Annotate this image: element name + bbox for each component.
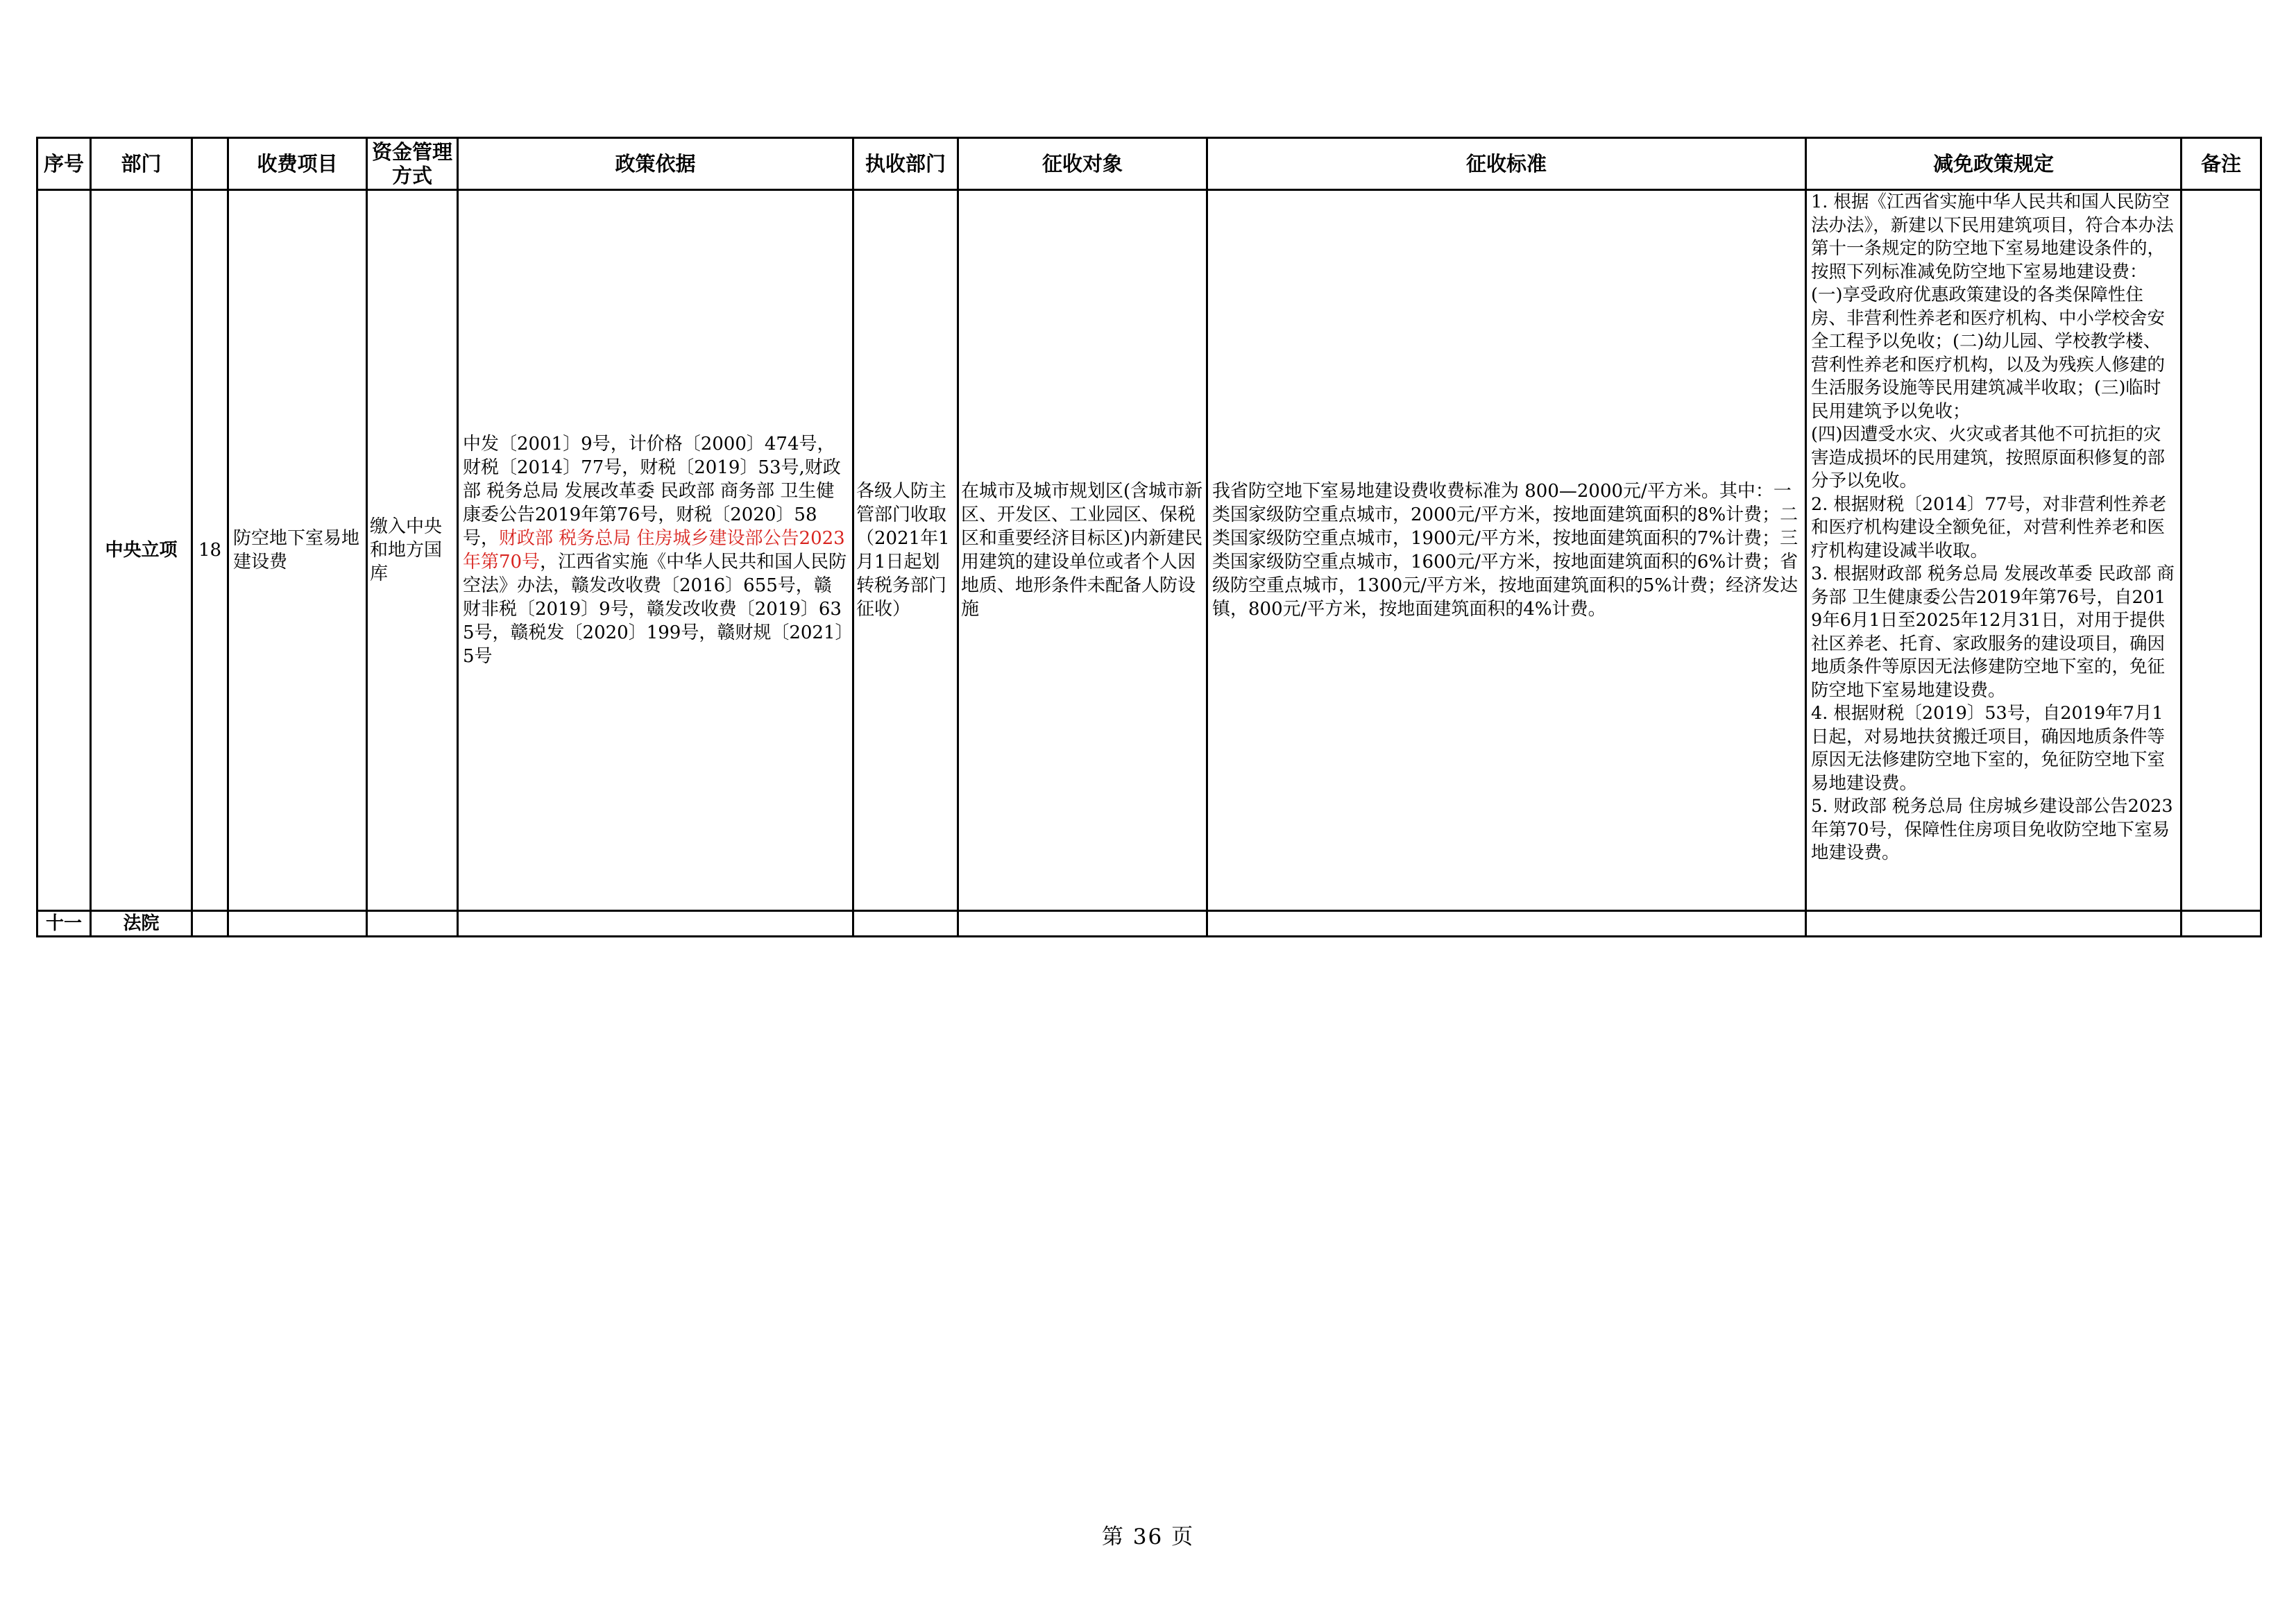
cell-num: 18 bbox=[192, 190, 228, 911]
relief-paragraph: 2. 根据财税〔2014〕77号，对非营利性养老和医疗机构建设全额免征，对营利性养老和医疗机构建设减半收取。 bbox=[1811, 493, 2167, 561]
cell-standard: 我省防空地下室易地建设费收费标准为 800—2000元/平方米。其中：一类国家级防空重点城市，2000元/平方米，按地面建筑面积的8%计费；二类国家级防空重点城市，1900元/平方米，按地面建筑面积的7%计费；三类国家级防空重点城市，1600元/平方米，按地面建筑面积的6%计费；省级防空重点城市，1300元/平方米，按地面建筑面积的5%计费；经济发达镇，800元/平方米，按地面建筑面积的4%计费。 bbox=[1207, 190, 1806, 911]
header-enforcer: 执收部门 bbox=[853, 138, 958, 190]
section-cell-empty bbox=[1207, 911, 1806, 937]
header-row bbox=[37, 138, 2261, 190]
cell-remark bbox=[2182, 190, 2261, 911]
section-seq: 十一 bbox=[37, 911, 91, 937]
relief-paragraph: 1. 根据《江西省实施中华人民共和国人民防空法办法》，新建以下民用建筑项目，符合本办法第十一条规定的防空地下室易地建设条件的，按照下列标准减免防空地下室易地建设费：(一)享受政府优惠政策建设的各类保障性住房、非营利性养老和医疗机构、中小学校舍安全工程予以免收；(二)幼儿园、学校教学楼、营利性养老和医疗机构，以及为残疾人修建的生活服务设施等民用建筑减半收取；(三)临时民用建筑予以免收； bbox=[1811, 192, 2174, 422]
relief-paragraph: (四)因遭受水灾、火灾或者其他不可抗拒的灾害造成损坏的民用建筑，按照原面积修复的部分予以免收。 bbox=[1811, 424, 2166, 491]
section-cell-empty bbox=[853, 911, 958, 937]
table-row bbox=[37, 190, 2261, 911]
header-blank bbox=[192, 138, 228, 190]
cell-item: 防空地下室易地建设费 bbox=[228, 190, 367, 911]
header-remark: 备注 bbox=[2182, 138, 2261, 190]
header-collection-target: 征收对象 bbox=[958, 138, 1207, 190]
section-cell-empty bbox=[228, 911, 367, 937]
header-policy-basis: 政策依据 bbox=[458, 138, 853, 190]
cell-seq bbox=[37, 190, 91, 911]
section-cell-empty bbox=[1806, 911, 2182, 937]
header-item: 收费项目 bbox=[228, 138, 367, 190]
header-seq: 序号 bbox=[37, 138, 91, 190]
policy-basis-text-rest: ，江西省实施《中华人民共和国人民防空法》办法，赣发改收费〔2016〕655号，赣财非税〔2019〕9号，赣发改收费〔2019〕635号，赣税发〔2020〕199号，赣财规〔2021〕5号 bbox=[463, 552, 847, 667]
section-row bbox=[37, 911, 2261, 937]
relief-paragraph: 4. 根据财税〔2019〕53号，自2019年7月1日起，对易地扶贫搬迁项目，确因地质条件等原因无法修建防空地下室的，免征防空地下室易地建设费。 bbox=[1811, 703, 2166, 794]
section-cell-empty bbox=[2182, 911, 2261, 937]
relief-paragraph: 3. 根据财政部 税务总局 发展改革委 民政部 商务部 卫生健康委公告2019年第76号，自2019年6月1日至2025年12月31日，对用于提供社区养老、托育、家政服务的建设项目，确因地质条件等原因无法修建防空地下室的，免征防空地下室易地建设费。 bbox=[1811, 563, 2175, 701]
section-cell-empty bbox=[192, 911, 228, 937]
header-standard: 征收标准 bbox=[1207, 138, 1806, 190]
section-cell-empty bbox=[367, 911, 458, 937]
cell-collection-target: 在城市及城市规划区(含城市新区、开发区、工业园区、保税区和重要经济目标区)内新建民用建筑的建设单位或者个人因地质、地形条件未配备人防设施 bbox=[958, 190, 1207, 911]
section-cell-empty bbox=[458, 911, 853, 937]
cell-policy-basis bbox=[458, 190, 853, 911]
header-fund-mgmt: 资金管理方式 bbox=[367, 138, 458, 190]
cell-enforcer: 各级人防主管部门收取（2021年1月1日起划转税务部门征收） bbox=[853, 190, 958, 911]
section-dept: 法院 bbox=[91, 911, 192, 937]
cell-dept: 中央立项 bbox=[91, 190, 192, 911]
policy-basis-text: 中发〔2001〕9号，计价格〔2000〕474号，财税〔2014〕77号，财税〔2019〕53号,财政部 税务总局 发展改革委 民政部 商务部 卫生健康委公告2019年第76号，财税〔2020〕58号， bbox=[463, 434, 841, 549]
relief-paragraph: 5. 财政部 税务总局 住房城乡建设部公告2023年第70号，保障性住房项目免收防空地下室易地建设费。 bbox=[1811, 796, 2173, 863]
policy-basis-highlight: 财政部 税务总局 住房城乡建设部公告2023年第70号 bbox=[463, 528, 845, 572]
cell-relief bbox=[1806, 190, 2182, 911]
header-relief: 减免政策规定 bbox=[1806, 138, 2182, 190]
fee-table bbox=[36, 137, 2262, 937]
header-dept: 部门 bbox=[91, 138, 192, 190]
page-number: 第 36 页 bbox=[1101, 1524, 1195, 1549]
section-cell-empty bbox=[958, 911, 1207, 937]
cell-fund-mgmt: 缴入中央和地方国库 bbox=[367, 190, 458, 911]
